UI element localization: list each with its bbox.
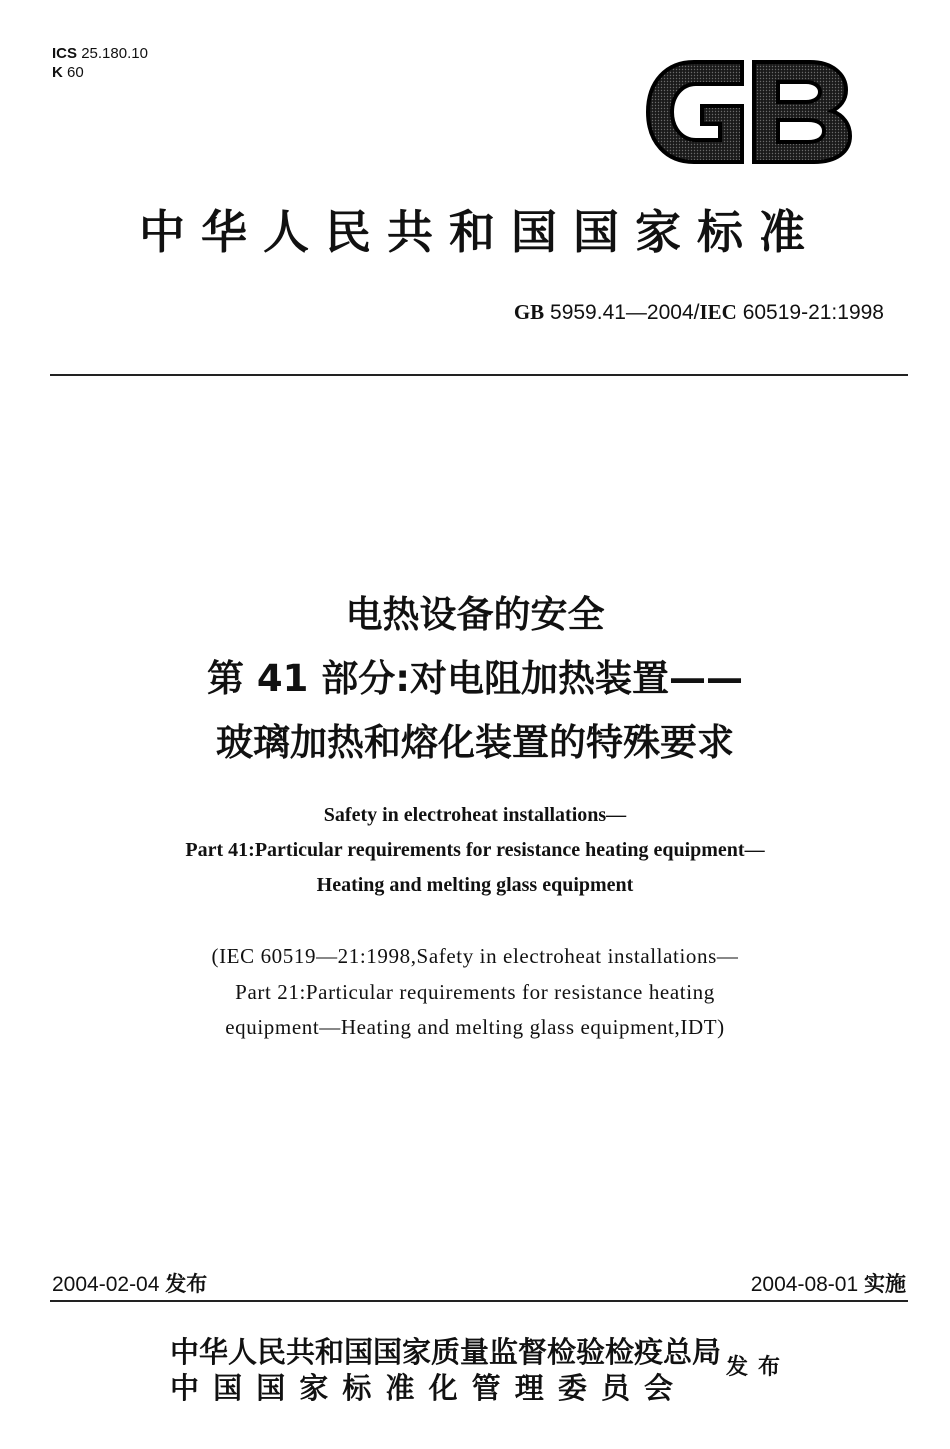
ics-label: ICS bbox=[52, 45, 78, 62]
ics-line bbox=[52, 44, 148, 63]
gb-code: 5959.41—2004/ bbox=[550, 301, 700, 324]
equivalence-line1: (IEC 60519—21:1998,Safety in electroheat installations— bbox=[211, 944, 739, 968]
issue-label: 发布 bbox=[165, 1272, 208, 1296]
issuer-line1: 中华人民共和国国家质量监督检验检疫总局 bbox=[170, 1335, 722, 1369]
bottom-divider bbox=[50, 1300, 908, 1302]
issue-date: 2004-02-04 bbox=[52, 1273, 160, 1296]
title-en-line3: Heating and melting glass equipment bbox=[316, 874, 634, 896]
iec-label: IEC bbox=[699, 300, 737, 324]
ccs-code: 60 bbox=[67, 64, 84, 81]
standard-number bbox=[514, 300, 884, 325]
classification-codes bbox=[52, 44, 148, 82]
implement-date: 2004-08-01 bbox=[750, 1273, 859, 1296]
publish-label: 发布 bbox=[726, 1354, 791, 1380]
equivalence-line2: Part 21:Particular requirements for resistance heating bbox=[235, 980, 715, 1004]
ccs-line bbox=[52, 63, 148, 82]
title-en-line1: Safety in electroheat installations— bbox=[323, 804, 627, 826]
title-en-line2: Part 41:Particular requirements for resistance heating equipment— bbox=[185, 839, 765, 861]
ics-code: 25.180.10 bbox=[81, 45, 148, 62]
implement-date-block bbox=[751, 1268, 906, 1298]
gb-logo bbox=[642, 56, 854, 168]
ccs-label: K bbox=[52, 64, 63, 81]
issuer-line2: 中 国 国 家 标 准 化 管 理 委 员 会 bbox=[170, 1371, 676, 1405]
title-cn-line1: 电热设备的安全 bbox=[345, 593, 605, 636]
equivalence-line3: equipment—Heating and melting glass equipment,IDT) bbox=[225, 1015, 725, 1039]
top-divider bbox=[50, 374, 908, 376]
issue-date-block bbox=[52, 1268, 207, 1298]
gb-label: GB bbox=[513, 300, 545, 324]
iec-code: 60519-21:1998 bbox=[742, 301, 884, 324]
title-cn-line3: 玻璃加热和熔化装置的特殊要求 bbox=[216, 721, 734, 764]
implement-label: 实施 bbox=[864, 1272, 906, 1296]
title-cn-line2: 第 41 部分:对电阻加热装置—— bbox=[206, 657, 744, 700]
national-standard-title: 中华人民共和国国家标准 bbox=[139, 205, 821, 259]
